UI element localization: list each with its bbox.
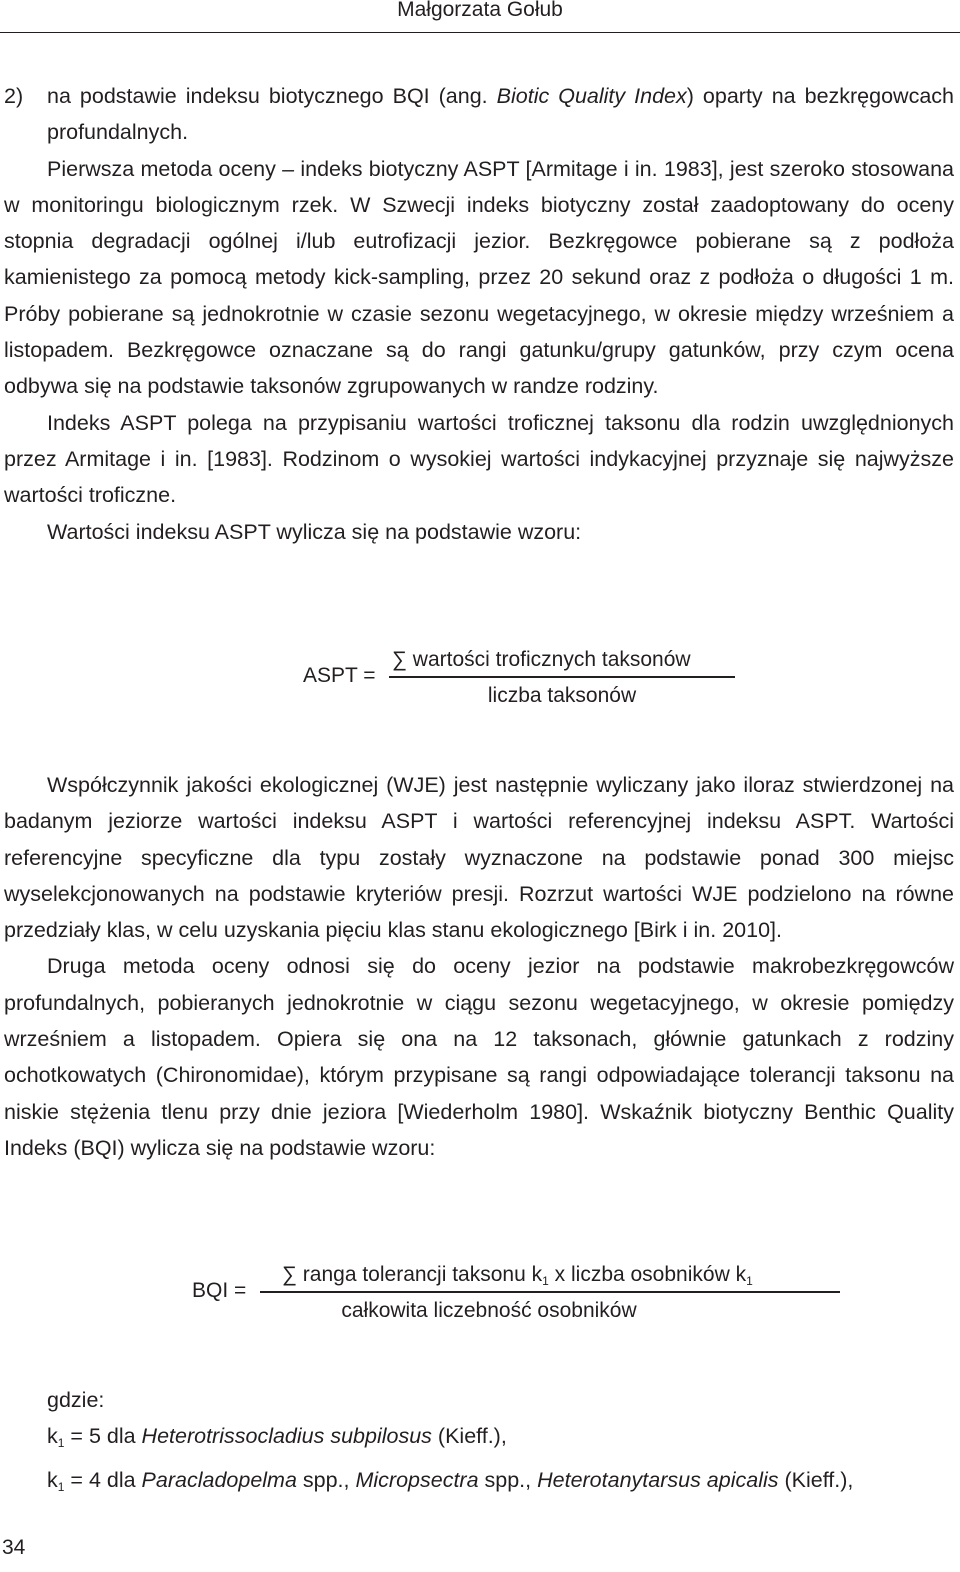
formula-aspt-lhs: ASPT = xyxy=(303,664,376,687)
formula-aspt xyxy=(0,644,960,716)
formula-bqi xyxy=(0,1258,960,1332)
list-item-text-before: na podstawie indeksu biotycznego BQI (ang. xyxy=(47,84,497,108)
body-text-block-1 xyxy=(4,78,954,550)
running-header-author: Małgorzata Gołub xyxy=(397,0,563,21)
where-line-1 xyxy=(4,1418,954,1461)
formula-aspt-fraction-bar xyxy=(389,676,735,678)
where-line-2-mid-1: spp., xyxy=(296,1467,356,1492)
where-line-2-sub: 1 xyxy=(57,1479,65,1494)
where-line-2-post: (Kieff.), xyxy=(778,1467,854,1492)
list-item-italic-term: Biotic Quality Index xyxy=(496,84,687,108)
formula-bqi-denominator: całkowita liczebność osobników xyxy=(341,1299,637,1322)
paragraph-bqi-method: Druga metoda oceny odnosi się do oceny jezior na podstawie makrobezkręgowców profundalnych, pobieranych jednokrotnie w ciągu sezonu wegetacyjnego, w okresie pomiędzy wrześniem a listopadem. Opiera się ona na 12 taksonach, głównie gatunkach z rodziny ochotkowatych (Chironomidae), którym przypisane są rangi odpowiadające tolerancji taksonu na niskie stężenia tlenu przy dnie jeziora [Wiederholm 1980]. Wskaźnik biotyczny Benthic Quality Indeks (BQI) wylicza się na podstawie wzoru: xyxy=(4,954,954,1160)
where-line-1-species: Heterotrissocladius subpilosus xyxy=(141,1424,432,1449)
where-label: gdzie: xyxy=(47,1388,105,1412)
paragraph-aspt-formula-intro: Wartości indeksu ASPT wylicza się na podstawie wzoru: xyxy=(47,519,582,544)
formula-bqi-numerator xyxy=(282,1263,753,1288)
where-line-2-genus-2: Micropsectra xyxy=(355,1467,479,1492)
where-line-2 xyxy=(4,1462,954,1505)
paragraph-wje: Współczynnik jakości ekologicznej (WJE) jest następnie wyliczany jako iloraz stwierdzonej na badanym jeziorze wartości indeksu ASPT i wartości referencyjnej indeksu ASPT. Wartości referencyjne specyficzne dla typu zostały wyznaczone na podstawie ponad 300 miejsc wyselekcjonowanych na podstawie kryteriów presji. Rozrzut wartości WJE podzielono na równe przedziały klas, w celu uzyskania pięciu klas stanu ekologicznego [Birk i in. 2010]. xyxy=(4,773,954,943)
where-definitions xyxy=(4,1382,954,1505)
paragraph-aspt-index: Indeks ASPT polega na przypisaniu wartości troficznej taksonu dla rodzin uwzględnionych przez Armitage i in. [1983]. Rodzinom o wysokiej wartości indykacyjnej przyznaje się najwyższe wartości troficzne. xyxy=(4,410,954,508)
where-line-2-mid-2: spp., xyxy=(478,1467,538,1492)
where-line-1-sub: 1 xyxy=(57,1436,65,1451)
list-item-2 xyxy=(4,78,954,151)
list-item-text-after: ) oparty na bezkręgowcach profundalnych. xyxy=(47,84,955,145)
body-text-block-2 xyxy=(4,767,954,1166)
where-line-1-pre: = 5 dla xyxy=(64,1424,142,1449)
where-line-2-k: k xyxy=(47,1467,58,1492)
formula-bqi-sub-b: 1 xyxy=(746,1274,753,1288)
where-line-2-species: Heterotanytarsus apicalis xyxy=(537,1467,779,1492)
page-number: 34 xyxy=(2,1536,26,1559)
list-item-number: 2) xyxy=(4,84,24,108)
formula-aspt-denominator: liczba taksonów xyxy=(487,684,637,707)
formula-aspt-numerator: ∑ wartości troficznych taksonów xyxy=(392,648,691,671)
formula-bqi-fraction-bar xyxy=(260,1291,840,1293)
formula-bqi-num-part-b: x liczba osobników k xyxy=(548,1263,747,1286)
paragraph-aspt-method: Pierwsza metoda oceny – indeks biotyczny ASPT [Armitage i in. 1983], jest szeroko stosowana w monitoringu biologicznym rzek. W Szwecji indeks biotyczny został zaadoptowany do oceny stopnia degradacji ogólnej i/lub eutrofizacji jezior. Bezkręgowce pobierane są z podłoża kamienistego za pomocą metody kick-sampling, przez 20 sekund oraz z podłoża o długości 1 m. Próby pobierane są jednokrotnie w czasie sezonu wegetacyjnego, w okresie między wrześniem a listopadem. Bezkręgowce oznaczane są do rangi gatunku/grupy gatunków, przy czym ocena odbywa się na podstawie taksonów zgrupowanych w randze rodziny. xyxy=(4,156,954,399)
formula-bqi-lhs: BQI = xyxy=(192,1279,247,1302)
formula-bqi-sub-a: 1 xyxy=(542,1274,549,1288)
header-divider xyxy=(0,32,960,33)
formula-bqi-num-part-a: ∑ ranga tolerancji taksonu k xyxy=(282,1263,543,1286)
where-line-1-k: k xyxy=(47,1424,58,1449)
where-line-2-genus-1: Paracladopelma xyxy=(141,1467,297,1492)
where-line-2-pre: = 4 dla xyxy=(64,1467,142,1492)
where-line-1-post: (Kieff.), xyxy=(431,1424,507,1449)
